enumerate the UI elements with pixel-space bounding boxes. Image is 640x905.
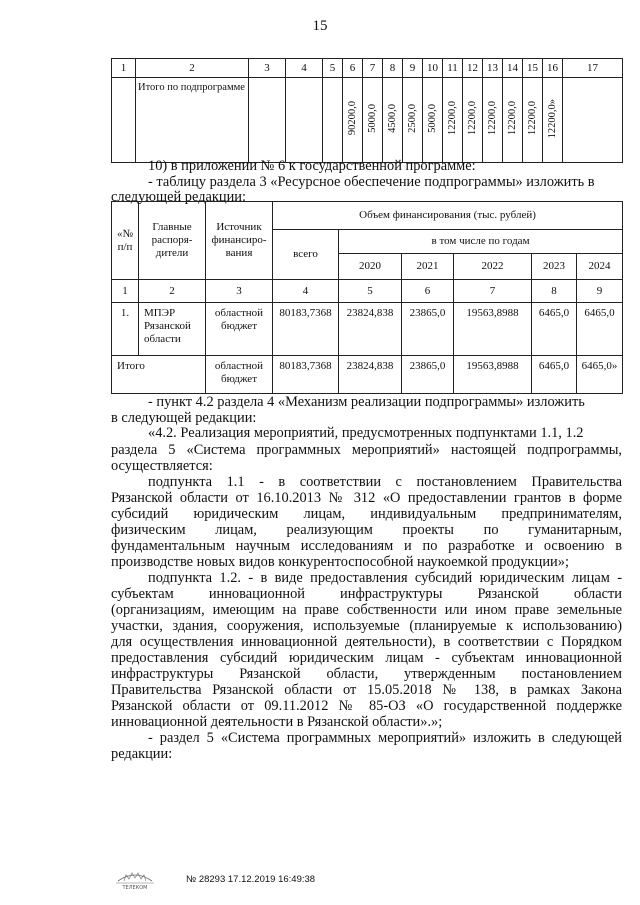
- header-volume: Объем финансирования (тыс. рублей): [273, 202, 623, 230]
- paragraph-line: Правительства Рязанской области от 15.05.2018 № 138, в рамках Закона: [111, 682, 622, 698]
- value-cell: 5000,0: [367, 104, 378, 133]
- paragraph-line: субъектам инновационной инфраструктуры Рязанской области: [111, 586, 622, 602]
- col-num: 1: [112, 280, 139, 303]
- col-num: 10: [423, 59, 443, 78]
- paragraph-line: Рязанской области от 16.10.2013 № 312 «О предоставлении грантов в форме: [111, 490, 622, 506]
- paragraph-line: предоставления субсидий юридическим лицам - субъектам инновационной: [111, 650, 622, 666]
- col-num: 4: [286, 59, 323, 78]
- col-num: 9: [403, 59, 423, 78]
- value-cell: 23824,838: [339, 303, 402, 356]
- col-num: 13: [483, 59, 503, 78]
- paragraph-line: инновационной деятельности в Рязанской области».»;: [111, 714, 443, 730]
- value-cell: 6465,0: [532, 303, 577, 356]
- value-cell: 23865,0: [402, 356, 454, 394]
- paragraph-line: для осуществления инновационной деятельности), в соответствии с Порядком: [111, 634, 622, 650]
- col-num: 6: [402, 280, 454, 303]
- paragraph-line: фундаментальным научным исследованиям и по разработке и освоению в: [111, 538, 622, 554]
- header-managers: Главные распоря-дители: [139, 202, 206, 280]
- paragraph-line: подпункта 1.1 - в соответствии с постановлением Правительства: [148, 474, 622, 490]
- row-num: 1.: [112, 303, 139, 356]
- col-num: 7: [454, 280, 532, 303]
- paragraph-line: «4.2. Реализация мероприятий, предусмотренных подпунктами 1.1, 1.2: [148, 425, 584, 441]
- col-num: 9: [577, 280, 623, 303]
- value-cell: 6465,0»: [577, 356, 623, 394]
- paragraph-line: участки, здания, сооружения, используемые (планируемые к использованию): [111, 618, 622, 634]
- paragraph-line: (организациям, имеющим на праве собственности или ином праве земельные: [111, 602, 622, 618]
- paragraph-line: следующей редакции:: [111, 189, 246, 205]
- header-total: всего: [273, 230, 339, 280]
- col-num: 6: [343, 59, 363, 78]
- paragraph-line: раздела 5 «Система программных мероприятий» настоящей подпрограммы,: [111, 442, 622, 458]
- telecom-seal-icon: [112, 867, 158, 891]
- row-manager: МПЭР Рязанской области: [139, 303, 206, 356]
- col-num: 7: [363, 59, 383, 78]
- total-label: Итого: [112, 356, 206, 394]
- value-cell: 80183,7368: [273, 303, 339, 356]
- value-cell: 5000,0: [427, 104, 438, 133]
- page-number: 15: [312, 18, 328, 34]
- value-cell: 12200,0: [447, 101, 458, 136]
- header-num: «№ п/п: [112, 202, 139, 280]
- paragraph-line: осуществляется:: [111, 458, 213, 474]
- value-cell: 6465,0: [532, 356, 577, 394]
- col-num: 5: [323, 59, 343, 78]
- paragraph-line: - таблицу раздела 3 «Ресурсное обеспечение подпрограммы» изложить в: [148, 174, 595, 190]
- value-cell: 90200,0: [347, 101, 358, 136]
- table-row-total: [112, 356, 623, 394]
- subprogram-total-table: [111, 58, 623, 163]
- col-num: 2: [136, 59, 249, 78]
- resource-table: [111, 201, 623, 394]
- table-header-row: [112, 59, 623, 78]
- paragraph-line: - пункт 4.2 раздела 4 «Механизм реализации подпрограммы» изложить: [148, 394, 585, 410]
- header-year: 2024: [577, 254, 623, 280]
- paragraph-line: - раздел 5 «Система программных мероприятий» изложить в следующей: [148, 730, 622, 746]
- paragraph-line: производстве новых видов конкурентоспособной наукоемкой продукции»;: [111, 554, 569, 570]
- paragraph-line: в следующей редакции:: [111, 410, 257, 426]
- value-cell: 4500,0: [387, 104, 398, 133]
- col-num: 16: [543, 59, 563, 78]
- header-year: 2022: [454, 254, 532, 280]
- value-cell: 6465,0: [577, 303, 623, 356]
- value-cell: 19563,8988: [454, 303, 532, 356]
- header-year: 2021: [402, 254, 454, 280]
- col-num: 1: [112, 59, 136, 78]
- header-year: 2023: [532, 254, 577, 280]
- col-num: 5: [339, 280, 402, 303]
- value-cell: 80183,7368: [273, 356, 339, 394]
- value-cell: 23824,838: [339, 356, 402, 394]
- header-source: Источник финансиро-вания: [206, 202, 273, 280]
- paragraph-line: Рязанской области от 09.11.2012 № 85-ОЗ «О государственной поддержке: [111, 698, 622, 714]
- value-cell: 12200,0: [467, 101, 478, 136]
- value-cell: 2500,0: [407, 104, 418, 133]
- value-cell: 23865,0: [402, 303, 454, 356]
- col-num: 15: [523, 59, 543, 78]
- col-num: 2: [139, 280, 206, 303]
- paragraph-line: физическим лицам, реализующим проекты по гуманитарным,: [111, 522, 622, 538]
- paragraph-line: подпункта 1.2. - в виде предоставления субсидий юридическим лицам -: [148, 570, 622, 586]
- col-num: 12: [463, 59, 483, 78]
- col-num: 14: [503, 59, 523, 78]
- col-num: 3: [249, 59, 286, 78]
- value-cell: 12200,0»: [547, 98, 558, 139]
- col-num: 17: [563, 59, 623, 78]
- col-num: 4: [273, 280, 339, 303]
- row-source: областной бюджет: [206, 356, 273, 394]
- value-cell: 19563,8988: [454, 356, 532, 394]
- paragraph-line: 10) в приложении № 6 к государственной программе:: [148, 158, 476, 174]
- svg-text:ТЕЛЕКОМ: ТЕЛЕКОМ: [122, 885, 148, 891]
- col-num: 8: [383, 59, 403, 78]
- table-row: [112, 303, 623, 356]
- document-stamp: № 28293 17.12.2019 16:49:38: [186, 874, 316, 885]
- header-years: в том числе по годам: [339, 230, 623, 254]
- col-num: 11: [443, 59, 463, 78]
- col-number-row: [112, 280, 623, 303]
- table-row: [112, 78, 623, 163]
- paragraph-line: инфраструктуры Рязанской области, утвержденным постановлением: [111, 666, 622, 682]
- row-source: областной бюджет: [206, 303, 273, 356]
- header-year: 2020: [339, 254, 402, 280]
- value-cell: 12200,0: [487, 101, 498, 136]
- row-label: Итого по подпрограмме: [136, 78, 249, 163]
- paragraph-line: редакции:: [111, 746, 173, 762]
- paragraph-line: субсидий юридическим лицам, индивидуальным предпринимателям,: [111, 506, 622, 522]
- value-cell: 12200,0: [507, 101, 518, 136]
- col-num: 8: [532, 280, 577, 303]
- value-cell: 12200,0: [527, 101, 538, 136]
- col-num: 3: [206, 280, 273, 303]
